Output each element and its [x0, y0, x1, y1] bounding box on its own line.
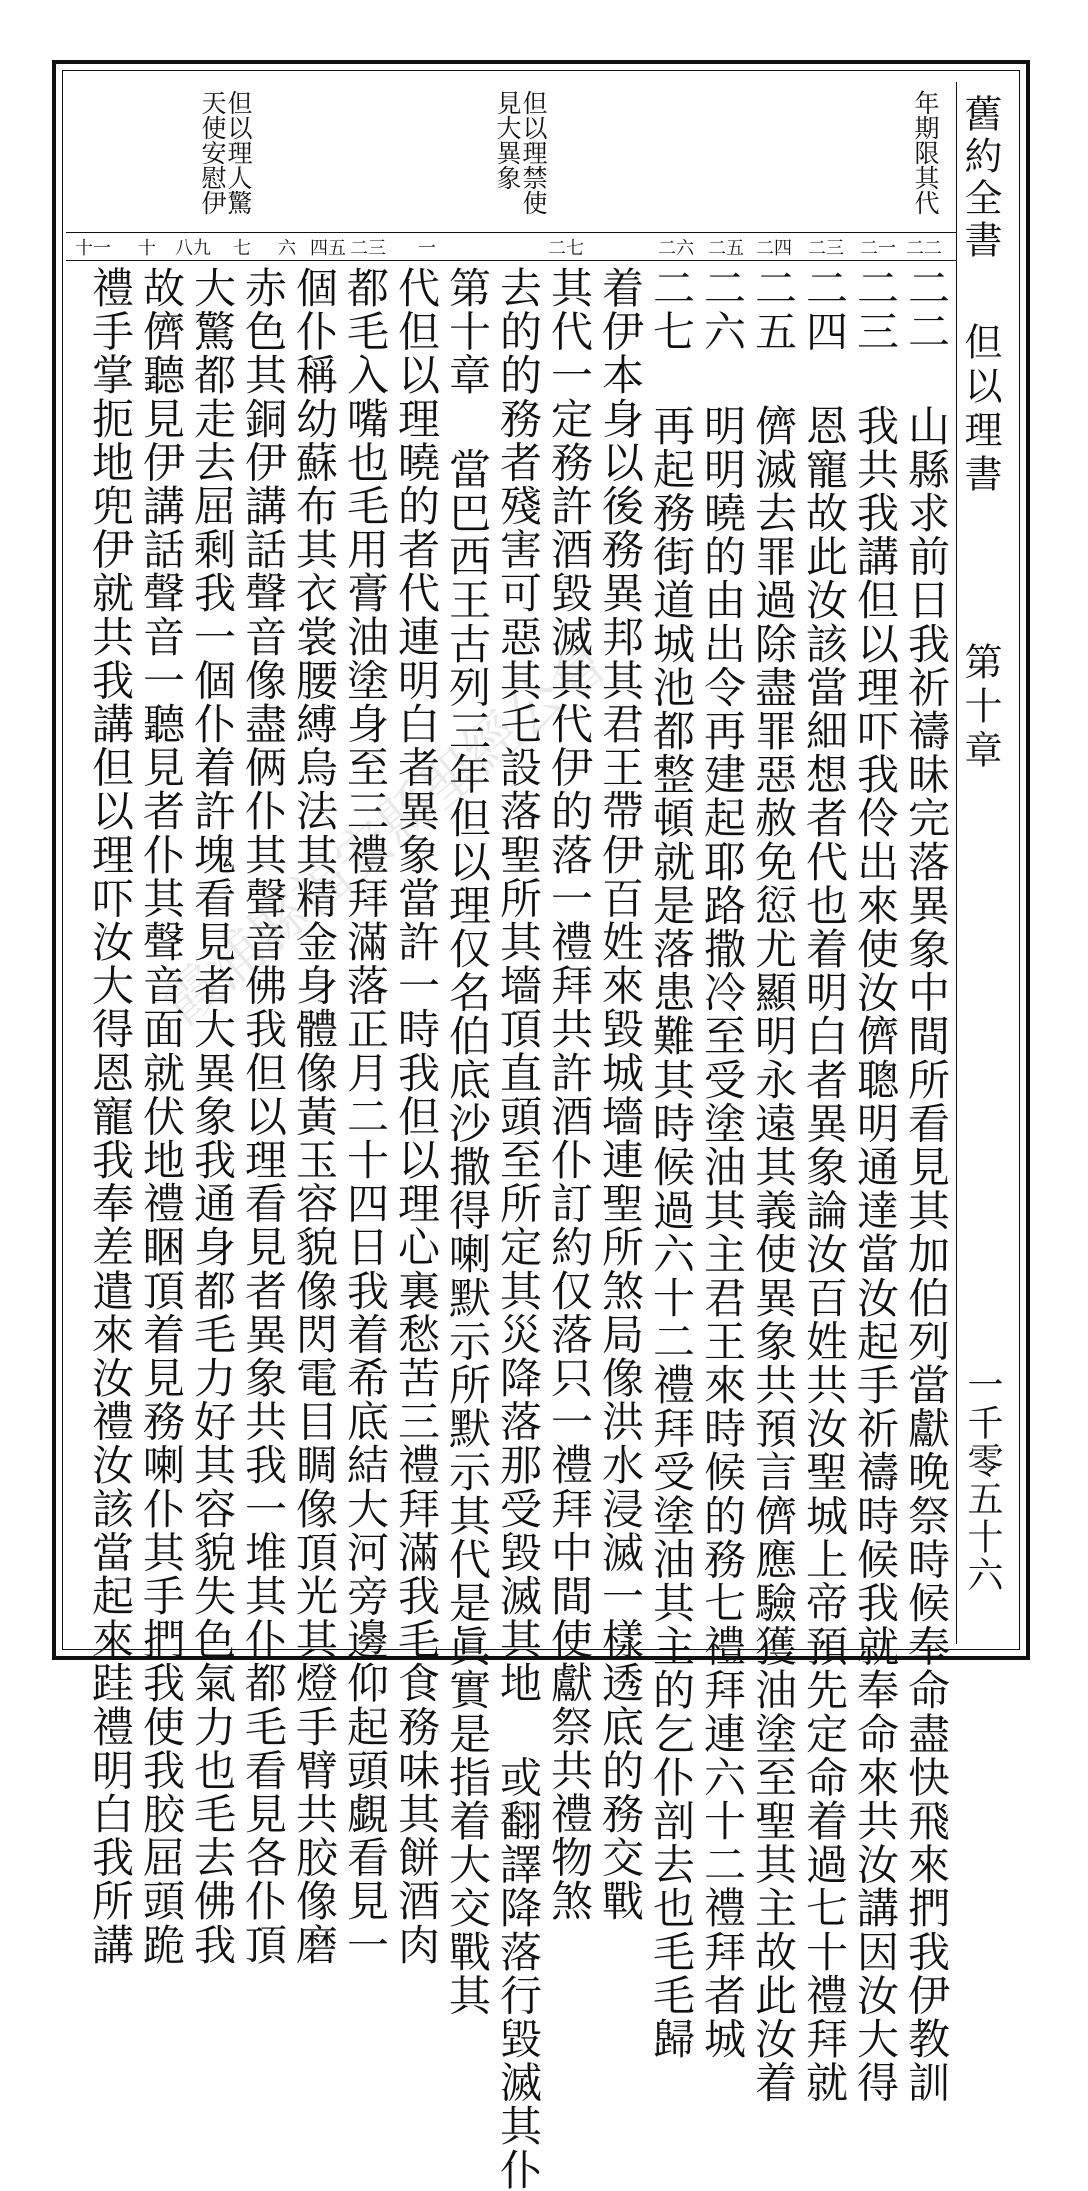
verse-marker: 六: [278, 238, 296, 259]
scripture-text: [70, 266, 951, 2191]
verse-marker: 十一: [75, 238, 111, 259]
running-header: [956, 82, 1018, 1644]
marginal-note: 但以理人驚天使安慰伊: [198, 90, 253, 215]
verse-marker: 二七: [548, 238, 584, 259]
verse-marker: 二三: [808, 238, 844, 259]
verse-marker: 十: [138, 238, 156, 259]
verse-marker: 四五: [310, 238, 346, 259]
text-column: 二二 山縣求前日我祈禱昧完落異象中間所看見其加伯列當獻晚祭時候奉命盡快飛來捫我伊教訓: [902, 266, 951, 2105]
work-title: 但以理書: [958, 322, 1002, 498]
text-column: 禮手掌扼地兜伊就共我講但以理吓汝大得恩寵我奉差遣來汝禮汝該當起來跬禮明白我所講: [86, 266, 135, 1967]
verse-marker: 二五: [708, 238, 744, 259]
verse-marker: 二三: [350, 238, 386, 259]
verse-marker: 二一: [860, 238, 896, 259]
text-column: 二七 再起務街道城池都整頓就是落患難其時候過六十二禮拜受塗油其主的乞仆剖去也毛毛歸: [647, 266, 696, 2061]
chapter-heading: 第十章: [958, 642, 1002, 774]
marginal-notes: [66, 82, 956, 233]
verse-number-band: [66, 232, 956, 261]
text-column: 着伊本身以後務異邦其君王帶伊百姓來毀城墻連聖所煞局像洪水浸滅一樣透底的務交戰: [596, 266, 645, 1923]
verse-marker: 二四: [756, 238, 792, 259]
text-column: 代但以理曉的者代連明白者異象當許一時我但以理心裏愁苦三禮拜滿我毛食務味其餅酒肉: [392, 266, 441, 1967]
marginal-note: 年期限其代: [911, 90, 940, 215]
text-column: 二五 儕滅去罪過除盡罪惡赦免愆尤顯明永遠其義使異象共預言儕應驗獲油塗至聖其主故此汝着: [749, 266, 798, 2105]
text-column: 二三 我共我講但以理吓我伶出來使汝儕聰明通達當汝起手祈禱時候我就奉命來共汝講因汝大得: [851, 266, 900, 2105]
text-column: 故儕聽見伊講話聲音一聽見者仆其聲音面就伏地禮睏頂着見務喇仆其手捫我使我胶屈頭跪: [137, 266, 186, 1967]
verse-marker: 八九: [175, 238, 211, 259]
text-column: 第十章 當巴西王古列三年但以理仅名伯底沙撒得喇默示所默示其代是眞實是指着大交戰其: [443, 266, 492, 2017]
verse-marker: 二二: [906, 238, 942, 259]
library-watermark: 霞浦縣福安縣聖經公會: [150, 628, 621, 1039]
book-title: 舊約全書: [958, 94, 1002, 262]
text-column: 大驚都走去屈剩我一個仆着許塊看見者大異象我通身都毛力好其容貌失色氣力也毛去佛我: [188, 266, 237, 1967]
text-column: 赤色其銅伊講話聲音像盡俩仆其聲音佛我但以理看見者異象共我一堆其仆都毛看見各仆頂: [239, 266, 288, 1967]
verse-marker: 一: [418, 238, 436, 259]
text-column: 去的的務者殘害可惡其乇設落聖所其墻頂直頭至所定其災降落那受毀滅其地 或翻譯降落行毀滅其仆: [494, 266, 543, 2191]
text-column: 其代一定務許酒毀滅其代伊的落一禮拜共許酒仆訂約仅落只一禮拜中間使獻祭共禮物煞: [545, 266, 594, 1923]
text-column: 二六 明明曉的由出令再建起耶路撒冷至受塗油其主君王來時候的務七禮拜連六十二禮拜者城: [698, 266, 747, 2061]
marginal-note: 但以理禁使見大異象: [493, 90, 548, 215]
page-number: 一千零五十六: [962, 1366, 1003, 1594]
text-column: 個仆稱幼蘇布其衣裳腰縛烏法其精金身體像黃玉容貌像閃電目睭像頂光其燈手臂共胶像磨: [290, 266, 339, 1967]
text-column: 都毛入嘴也毛用膏油塗身至三禮拜滿落正月二十四日我着希底結大河旁邊仰起頭覷看見一: [341, 266, 390, 1967]
text-column: 二四 恩寵故此汝該當細想者代也着明白者異象論汝百姓共汝聖城上帝預先定命着過七十禮拜就: [800, 266, 849, 2105]
verse-marker: 二六: [658, 238, 694, 259]
verse-marker: 七: [233, 238, 251, 259]
